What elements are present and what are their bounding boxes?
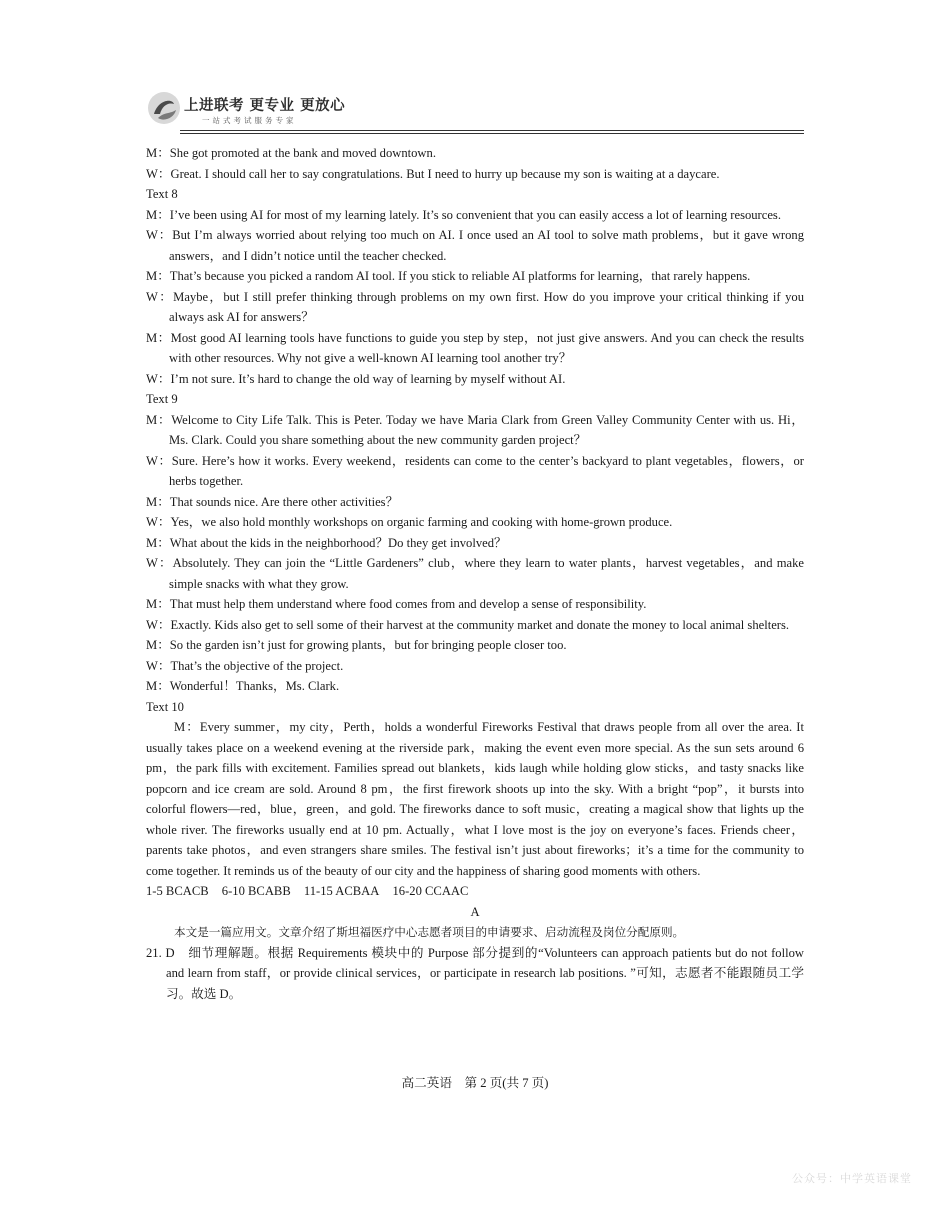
dialogue-line: W：That’s the objective of the project. [146,658,344,673]
dialogue-line: W：Great. I should call her to say congratulations. But I need to hurry up because my son is waiting at a daycare. [146,166,720,181]
dialogue-line: M：Most good AI learning tools have functions to guide you step by step，not just give answers. And you can check the results with other resources. Why not give a well-known AI learning tool another try？ [146,330,804,365]
watermark: 公众号：中学英语课堂 [792,1172,912,1185]
dialogue-line: W：But I’m always worried about relying too much on AI. I once used an AI tool to solve math problems，but it gave wrong answers，and I didn’t notice until the teacher checked. [146,228,804,263]
dialogue-line: M：That must help them understand where food comes from and develop a sense of responsibility. [146,597,647,611]
dialogue-line: M：That’s because you picked a random AI tool. If you stick to reliable AI platforms for learning，that rarely happens. [146,269,751,283]
brand-logo-icon [146,90,182,126]
page-header [146,88,804,136]
section-heading-text9: Text 9 [146,392,178,406]
dialogue-line: W：Maybe，but I still prefer thinking through problems on my own first. How do you improve your critical thinking if you always ask AI for answers？ [146,289,804,324]
answer-group: 16-20 CCAAC [392,884,469,898]
dialogue-line: M：That sounds nice. Are there other activities？ [146,494,399,509]
dialogue-line: W：Sure. Here’s how it works. Every weekend，residents can come to the center’s backyard to plant vegetables，flowers，or herbs together. [146,453,804,488]
dialogue-line: W：Absolutely. They can join the “Little Gardeners” club，where they learn to water plants，harvest vegetables，and make simple snacks with what they grow. [146,556,804,591]
passage-summary: 本文是一篇应用文。文章介绍了斯坦福医疗中心志愿者项目的申请要求、启动流程及岗位分配原则。 [174,925,685,939]
answer-group: 11-15 ACBAA [303,884,380,898]
dialogue-line: M：I’ve been using AI for most of my learning lately. It’s so convenient that you can easily access a lot of learning resources. [146,207,781,222]
header-tagline: 一站式考试服务专家 [202,116,297,125]
section-label-a: A [470,904,480,919]
document-body [146,143,804,1004]
answer-key [146,881,804,902]
dialogue-line: W：Exactly. Kids also get to sell some of their harvest at the community market and donate the money to local animal shelters. [146,617,790,632]
answer-group: 1-5 BCACB [146,884,209,898]
monologue-paragraph: M：Every summer，my city，Perth，holds a wonderful Fireworks Festival that draws people from all over the area. It usually takes place on a weekend evening at the riverside park，making the event even more special. As the sun sets around 6 pm，the park fills with excitement. Families spread out blankets，kids laugh while holding glow sticks，and tasty snacks like popcorn and ice cream are sold. Around 8 pm，the first firework shoots up into the sky. With a bright “pop”，it bursts into colorful flowers—red，blue，green，and gold. The fireworks dance to soft music，creating a magical show that lights up the whole river. The fireworks usually end at 10 pm. Actually，what I love most is the joy on everyone’s faces. Friends cheer，parents take photos，and even strangers share smiles. The festival isn’t just about fireworks；it’s a time for the community to come together. It reminds us of the beauty of our city and the happiness of sharing good moments with others. [146,720,804,878]
dialogue-line: M：She got promoted at the bank and moved downtown. [146,146,436,160]
dialogue-line: M：What about the kids in the neighborhood？Do they get involved？ [146,535,507,550]
dialogue-line: W：Yes，we also hold monthly workshops on organic farming and cooking with home-grown produce. [146,515,673,529]
header-slogan: 上进联考 更专业 更放心 [184,98,346,114]
dialogue-line: M：Wonderful！Thanks，Ms. Clark. [146,679,340,693]
section-heading-text8: Text 8 [146,187,178,201]
page-footer: 高二英语 第 2 页(共 7 页) [401,1076,549,1090]
section-heading-text10: Text 10 [146,699,184,714]
header-rule [180,130,804,131]
answer-group: 6-10 BCABB [221,884,291,898]
dialogue-line: M：So the garden isn’t just for growing plants，but for bringing people closer too. [146,638,567,652]
header-rule-thick [180,133,804,134]
dialogue-line: M：Welcome to City Life Talk. This is Peter. Today we have Maria Clark from Green Valley Community Center with us. Hi，Ms. Clark. Could you share something about the new community garden project？ [146,412,804,447]
dialogue-line: W：I’m not sure. It’s hard to change the old way of learning by myself without AI. [146,371,566,386]
question-explanation-21: 21. D 细节理解题。根据 Requirements 模块中的 Purpose 部分提到的“Volunteers can approach patients but do not follow and learn from staff，or provide clinical services，or participate in research lab positions. ”可知，志愿者不能跟随员工学习。故选 D。 [146,945,804,1001]
